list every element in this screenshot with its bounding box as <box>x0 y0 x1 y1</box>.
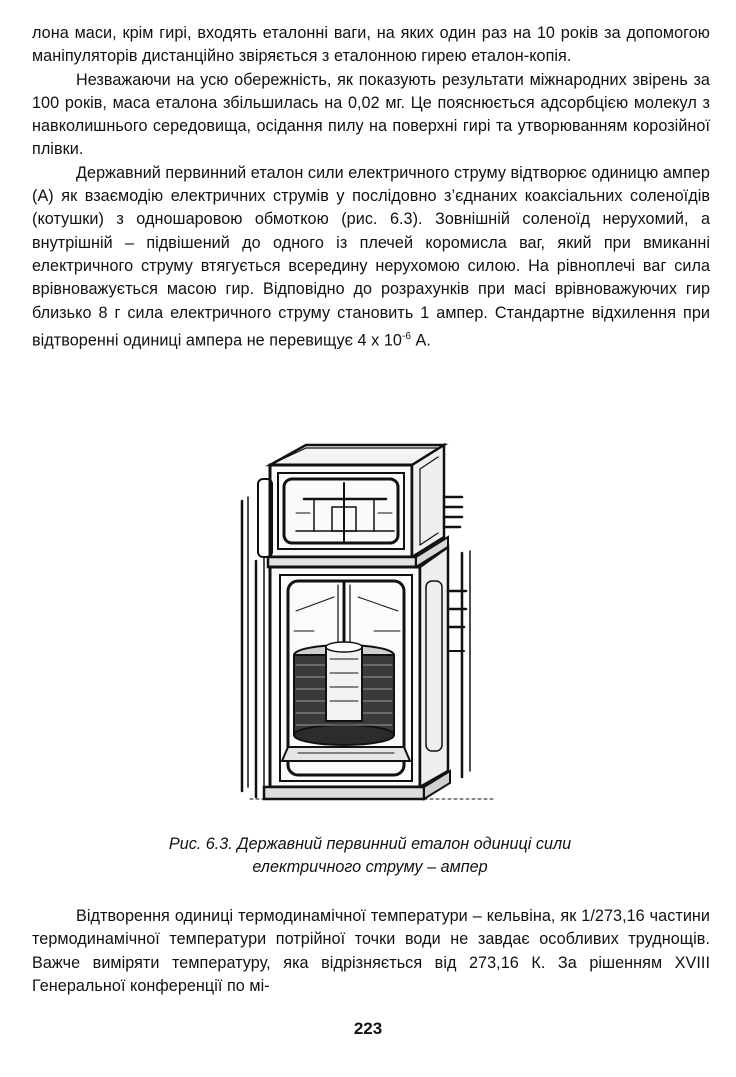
page-number: 223 <box>353 1019 383 1038</box>
caption-line-1: Рис. 6.3. Державний первинний еталон одиниці сили <box>168 835 572 853</box>
bottom-text <box>32 905 710 998</box>
ampere-tail: А. <box>410 331 431 350</box>
ampere-text: Державний первинний еталон сили електричного струму відтворює одиницю ампер (А) як взаємодію електричних струмів у послідовно з’єднаних коаксіальних соленоїдів (котушки) з одношаровою обмоткою (рис. 6.3). Зовнішній соленоїд нерухомий, а внутрішній – підвішений до одного із плечей коромисла ваг, який при вмиканні електричного струму втягується всередину нерухомою силою. На рівноплечі ваг сила врівноважується масою гир. Відповідно до розрахунків при масі врівноважуючих гир близько 8 г сила електричного струму становить 1 ампер. Стандартне відхилення при відтворенні одиниці ампера не перевищує 4 x 10 <box>32 163 710 350</box>
page-content <box>32 22 710 353</box>
paragraph-ampere-standard <box>32 162 710 353</box>
caption-line-2: електричного струму – ампер <box>252 857 488 876</box>
paragraph-mass-standard-cont: лона маси, крім гирі, входять еталонні ваги, на яких один раз на 10 років за допомогою маніпуляторів дистанційно звіряється з еталонною гирею еталон-копія. <box>32 24 710 66</box>
paragraph-kelvin: Відтворення одиниці термодинамічної температури – кельвіна, як 1/273,16 частини термодинамічної температури потрійної точки води не завдає особливих труднощів. Важче виміряти температуру, яка відрізняється від 273,16 К. За рішенням XVIII Генеральної конференції по мі- <box>32 907 710 995</box>
figure-caption <box>60 833 680 878</box>
paragraph-mass-increase: Незважаючи на усю обережність, як показують результати міжнародних звірень за 100 років, маса еталона збільшилась на 0,02 мг. Це пояснюється адсорбцією молекул з навколишнього середовища, осідання пилу на поверхні гирі та утворюванням корозійної плівки. <box>32 70 710 159</box>
ampere-exponent: -6 <box>401 330 411 342</box>
ampere-apparatus-illustration <box>234 441 512 809</box>
ampere-standard-figure <box>234 441 512 809</box>
